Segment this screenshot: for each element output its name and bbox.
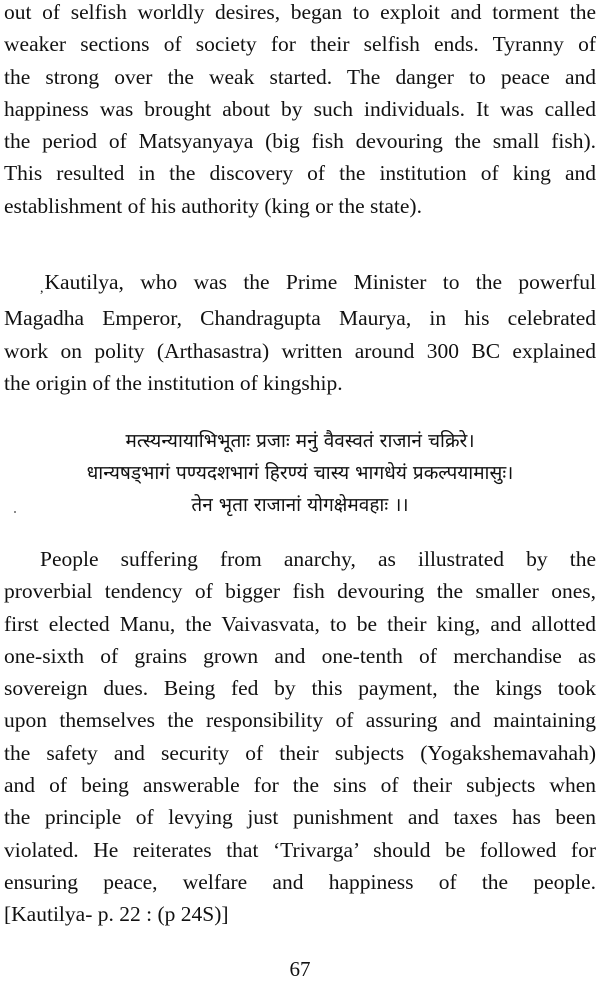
verse-line: तेन भृता राजानां योगक्षेमवहाः ।। [191, 494, 409, 516]
text-line: and of being answerable for the sins of their subjects when [4, 773, 596, 798]
text-line: first elected Manu, the Vaivasvata, to be their king, and allotted [4, 611, 596, 636]
text-line: This resulted in the discovery of the institution of king and [4, 161, 596, 186]
text-line: work on polity (Arthasastra) written around 300 BC explained [4, 338, 596, 363]
text-line-content: Kautilya, who was the Prime Minister to the powerful [44, 270, 596, 294]
text-line: the origin of the institution of kingship. [4, 370, 343, 395]
text-line: the strong over the weak started. The danger to peace and [4, 64, 596, 89]
speck-mark [14, 511, 16, 513]
text-line: establishment of his authority (king or the state). [4, 193, 422, 218]
sanskrit-verse [0, 425, 600, 521]
text-line: sovereign dues. Being fed by this payment, the kings took [4, 676, 596, 701]
text-line: weaker sections of society for their selfish ends. Tyranny of [4, 32, 596, 57]
text-line: out of selfish worldly desires, began to exploit and torment the [4, 0, 596, 24]
text-line: proverbial tendency of bigger fish devouring the smaller ones, [4, 579, 596, 604]
paragraph-kautilya-intro [4, 266, 596, 399]
stray-mark: , [40, 281, 44, 296]
text-line: Magadha Emperor, Chandragupta Maurya, in his celebrated [4, 306, 596, 331]
text-line: the principle of levying just punishment and taxes has been [4, 805, 596, 830]
text-line [4, 266, 596, 302]
paragraph-manu-election [4, 543, 596, 931]
page-number: 67 [289, 957, 311, 981]
text-line: happiness was brought about by such individuals. It was called [4, 96, 596, 121]
text-line: the safety and security of their subjects (Yogakshemavahah) [4, 740, 596, 765]
text-line: one-sixth of grains grown and one-tenth of merchandise as [4, 643, 596, 668]
text-line: People suffering from anarchy, as illustrated by the [40, 547, 596, 571]
verse-line: धान्यषड्भागं पण्यदशभागं हिरण्यं चास्य भागधेयं प्रकल्पयामासुः। [86, 462, 514, 484]
text-line: upon themselves the responsibility of assuring and maintaining [4, 708, 596, 733]
verse-line: मत्स्यन्यायाभिभूताः प्रजाः मनुं वैवस्वतं राजानं चक्रिरे। [125, 430, 475, 452]
text-line: violated. He reiterates that ‘Trivarga’ should be followed for [4, 837, 596, 862]
text-line: ensuring peace, welfare and happiness of the people. [4, 869, 596, 894]
text-line: the period of Matsyanyaya (big fish devouring the small fish). [4, 129, 596, 154]
citation: [Kautilya- p. 22 : (p 24S)] [4, 902, 229, 927]
paragraph-matsyanyaya [4, 0, 596, 222]
